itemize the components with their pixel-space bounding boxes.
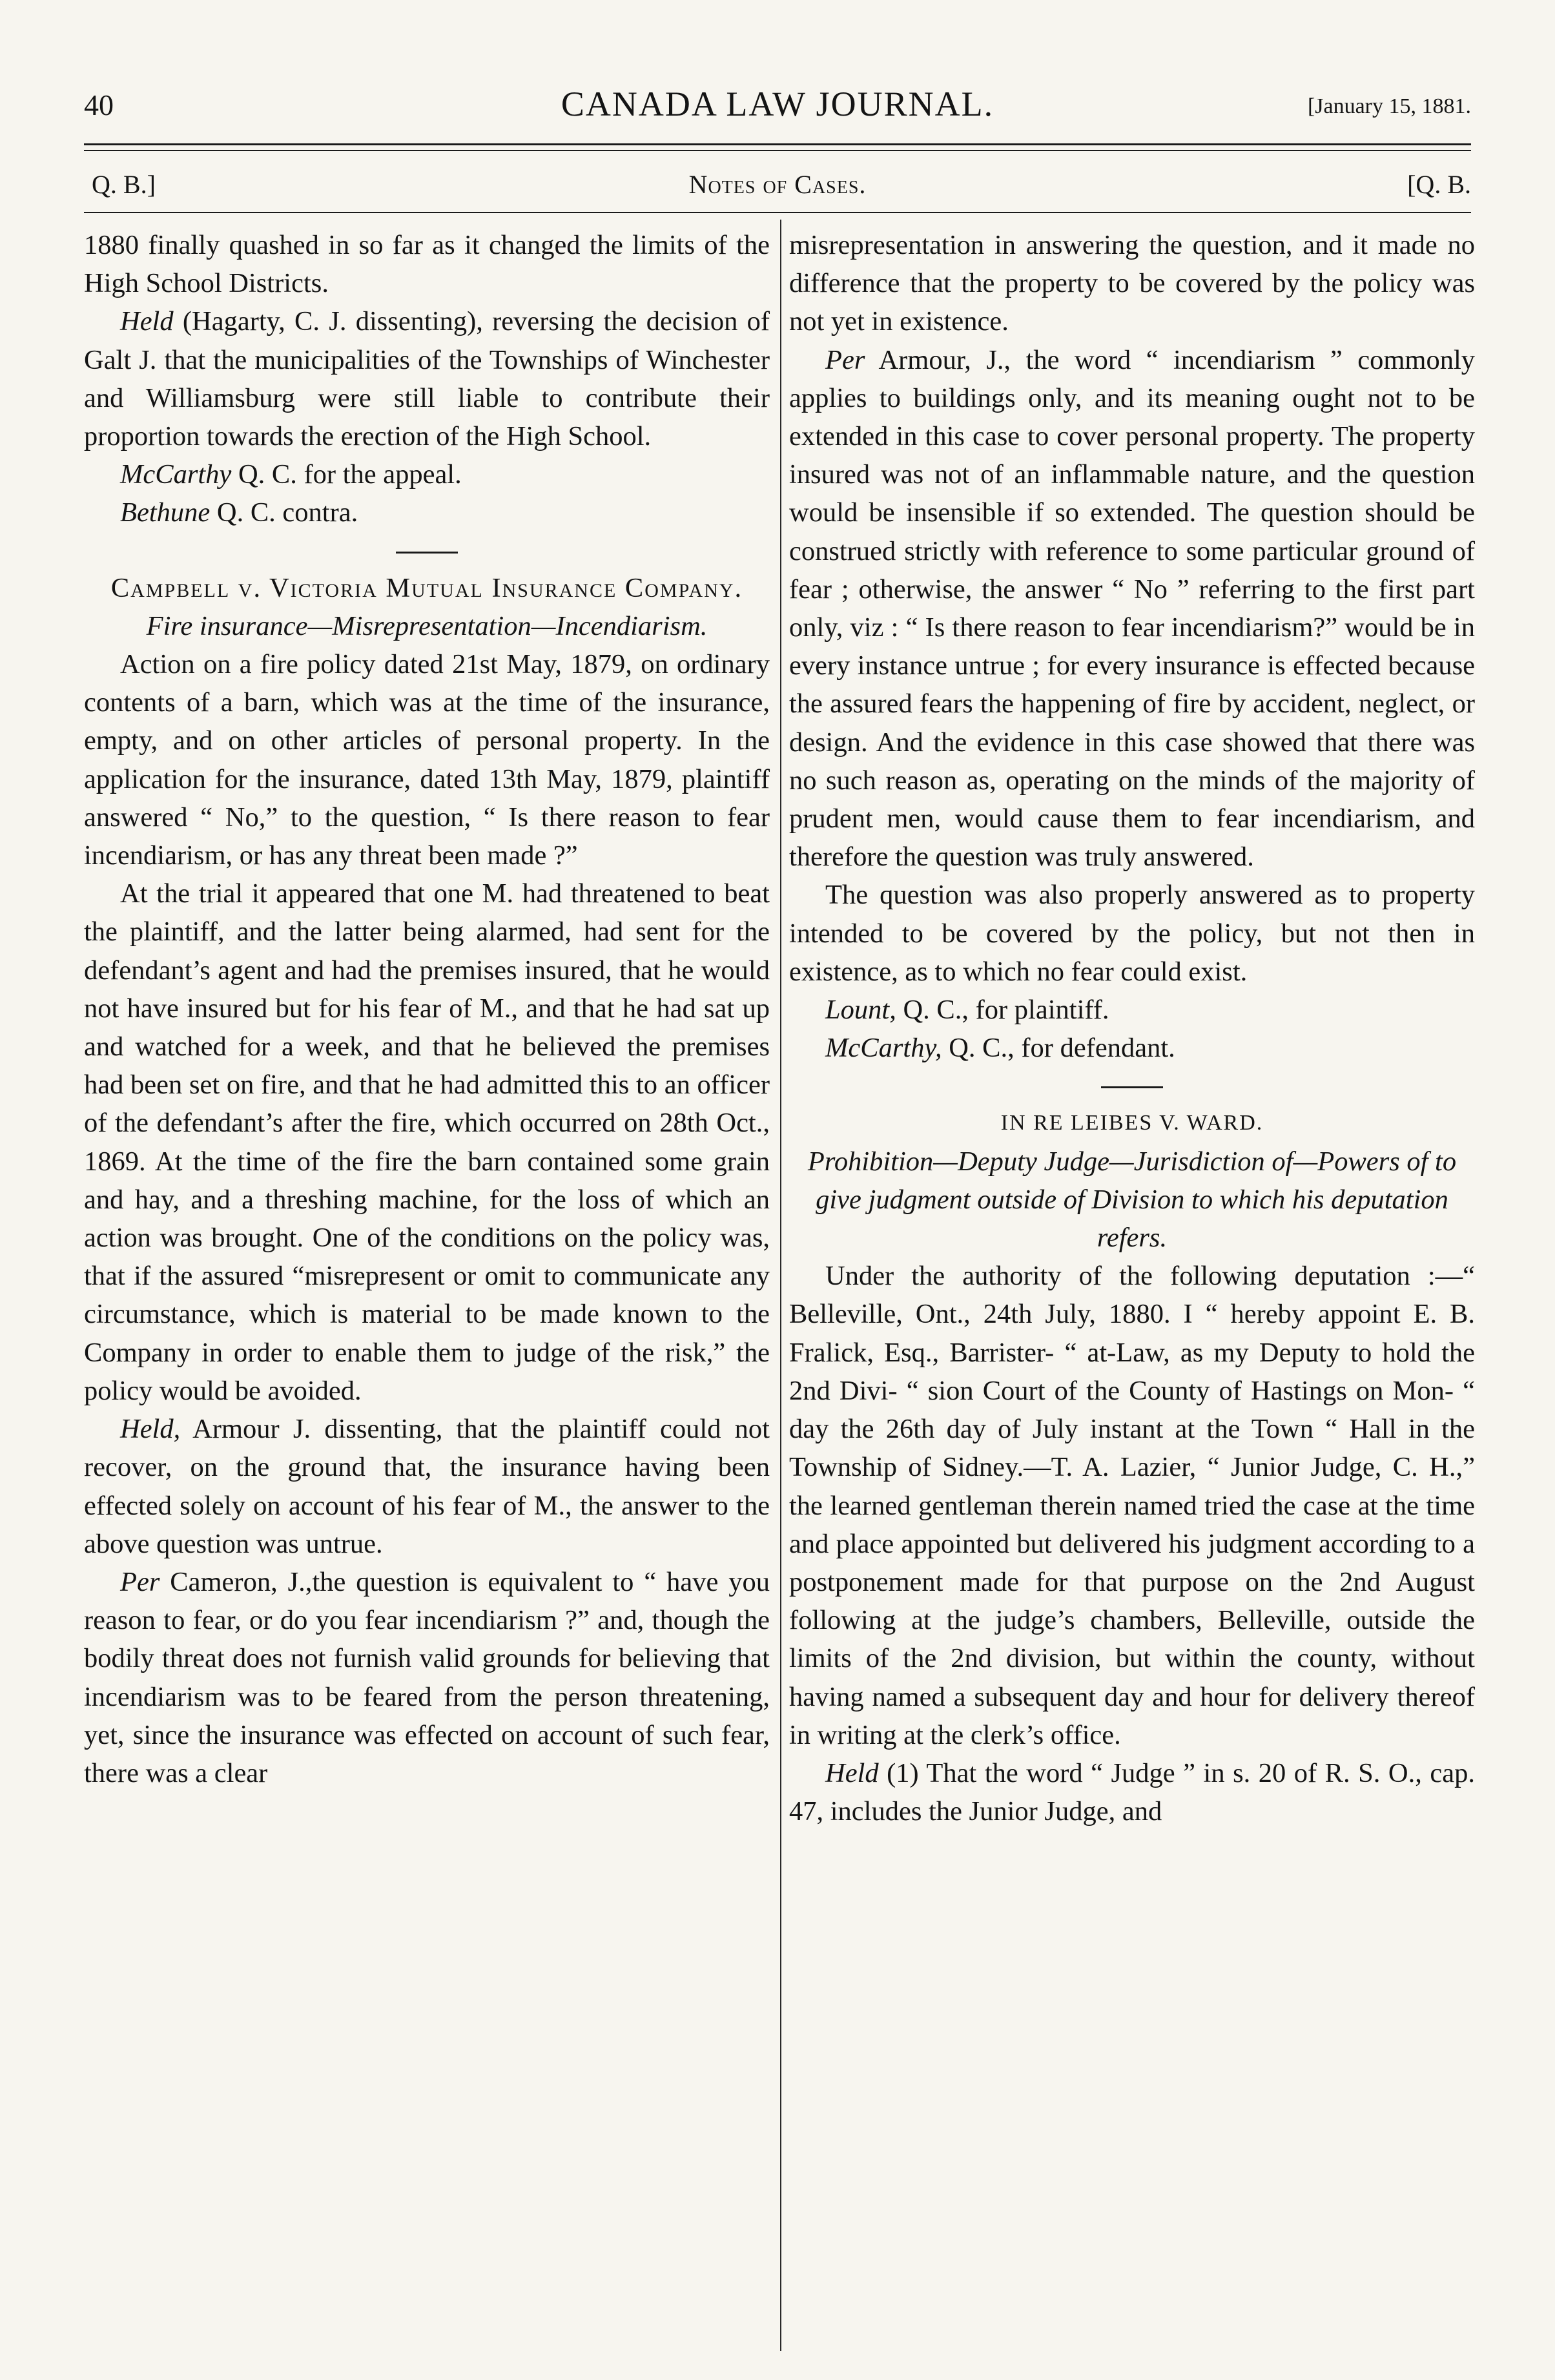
counsel-name: Bethune	[120, 497, 211, 528]
header-rule-second	[84, 150, 1471, 151]
paragraph: misrepresentation in answering the question, and it made no difference that the property to be covered by the policy was not yet in existence.	[789, 230, 1475, 337]
section-left: Q. B.]	[92, 170, 156, 199]
held-label: Held	[825, 1757, 879, 1788]
held-label: Held	[120, 306, 174, 337]
case-subject: Prohibition—Deputy Judge—Jurisdiction of—Powers of to give judgment outside of Division to which his deputation refers.	[807, 1146, 1457, 1254]
case-title: IN RE LEIBES V. WARD.	[1000, 1111, 1264, 1135]
case-title: Campbell v. Victoria Mutual Insurance Company.	[110, 572, 743, 603]
counsel-role: Q. C., for plaintiff.	[896, 995, 1109, 1026]
paragraph: Action on a fire policy dated 21st May, 1879, on ordinary contents of a barn, which was at the time of the insurance, empty, and on other articles of personal property. In the application for the insurance, dated 13th May, 1879, plaintiff answered “ No,” to the question, “ Is there reason to fear incendiarism, or has any threat been made ?”	[84, 649, 770, 871]
paragraph: 1880 finally quashed in so far as it changed the limits of the High School Districts.	[84, 230, 770, 299]
counsel-line	[84, 455, 770, 493]
column-divider	[780, 220, 781, 2351]
counsel-line	[789, 1029, 1475, 1067]
section-head	[84, 169, 1471, 208]
counsel-name: Lount,	[825, 995, 896, 1026]
section-rule	[84, 212, 1471, 213]
per-label: Per	[825, 344, 865, 375]
counsel-role: Q. C. contra.	[210, 497, 358, 528]
running-head	[84, 84, 1471, 136]
paragraph: Under the authority of the following deputation :—“ Belleville, Ont., 24th July, 1880. I “ hereby appoint E. B. Fralick, Esq., Barrister- “ at-Law, as my Deputy to hold the 2nd Divi- “ sion Court of the County of Hastings on Mon- “ day the 26th day of July instant at the Town “ Hall in the Township of Sidney.—T. A. Lazier, “ Junior Judge, C. H.,” the learned gentleman therein named tried the case at the time and place appointed but delivered his judgment according to a postponement made for that purpose on the 2nd August following at the judge’s chambers, Belleville, outside the limits of the 2nd division, but within the county, without having named a subsequent day and hour for delivery thereof in writing at the clerk’s office.	[789, 1261, 1475, 1750]
counsel-line	[84, 493, 770, 532]
paragraph	[84, 1410, 770, 1563]
case-divider	[1101, 1086, 1163, 1088]
counsel-name: McCarthy,	[825, 1033, 942, 1064]
counsel-line	[789, 991, 1475, 1029]
issue-date: [January 15, 1881.	[1307, 94, 1471, 118]
journal-title: CANADA LAW JOURNAL.	[561, 85, 994, 123]
paragraph-text: Armour, J., the word “ incendiarism ” commonly applies to buildings only, and its meaning ought not to be extended in this case to cover personal property. The property insured was not of an inflammable nature, and the question would be insensible if so extended. The question should be construed strictly with reference to some particular ground of fear ; otherwise, the answer “ No ” referring to the first part only, viz : “ Is there reason to fear incendiarism?” would be in every instance untrue ; for every insurance is effected because the assured fears the happening of fire by accident, neglect, or design. And the evidence in this case showed that there was no such reason as, operating on the minds of the majority of prudent men, would cause them to fear incendiarism, and therefore the question was truly answered.	[789, 344, 1475, 873]
paragraph	[84, 1563, 770, 1792]
counsel-role: Q. C. for the appeal.	[231, 459, 462, 490]
paragraph	[84, 302, 770, 455]
held-label: Held,	[120, 1414, 181, 1445]
case-subject: Fire insurance—Misrepresentation—Incendiarism.	[146, 610, 708, 641]
counsel-name: McCarthy	[120, 459, 232, 490]
left-column	[84, 226, 770, 1792]
paragraph	[789, 1754, 1475, 1830]
paragraph-text: (1) That the word “ Judge ” in s. 20 of R. S. O., cap. 47, includes the Junior Judge, and	[789, 1757, 1475, 1827]
paragraph: At the trial it appeared that one M. had threatened to beat the plaintiff, and the latter being alarmed, had sent for the defendant’s agent and had the premises insured, that he would not have insured but for his fear of M., and that he had sat up and watched for a week, and that he believed the premises had been set on fire, and that he had admitted this to an officer of the defendant’s after the fire, which occurred on 28th Oct., 1869. At the time of the fire the barn contained some grain and hay, and a threshing machine, for the loss of which an action was brought. One of the conditions on the policy was, that if the assured “misrepresent or omit to communicate any circumstance, which is material to be made known to the Company in order to enable them to judge of the risk,” the policy would be avoided.	[84, 878, 770, 1406]
paragraph: The question was also properly answered as to property intended to be covered by the policy, but not then in existence, as to which no fear could exist.	[789, 880, 1475, 987]
section-right: [Q. B.	[1407, 170, 1471, 199]
paragraph-text: Armour J. dissenting, that the plaintiff could not recover, on the ground that, the insurance having been effected solely on account of his fear of M., the answer to the above question was untrue.	[84, 1414, 770, 1559]
right-column	[789, 226, 1475, 1830]
per-label: Per	[120, 1566, 160, 1597]
header-rule-top	[84, 143, 1471, 145]
case-divider	[396, 552, 458, 554]
page-number: 40	[84, 88, 114, 121]
paragraph	[789, 341, 1475, 876]
paragraph-text: Cameron, J.,the question is equivalent to “ have you reason to fear, or do you fear incendiarism ?” and, though the bodily threat does not furnish valid grounds for believing that incendiarism was to be feared from the person threatening, yet, since the insurance was effected on account of such fear, there was a clear	[84, 1566, 770, 1788]
counsel-role: Q. C., for defendant.	[942, 1033, 1175, 1064]
section-title: Notes of Cases.	[688, 170, 867, 199]
paragraph-text: (Hagarty, C. J. dissenting), reversing the decision of Galt J. that the municipalities of the Townships of Winchester and Williamsburg were still liable to contribute their proportion towards the erection of the High School.	[84, 306, 770, 452]
